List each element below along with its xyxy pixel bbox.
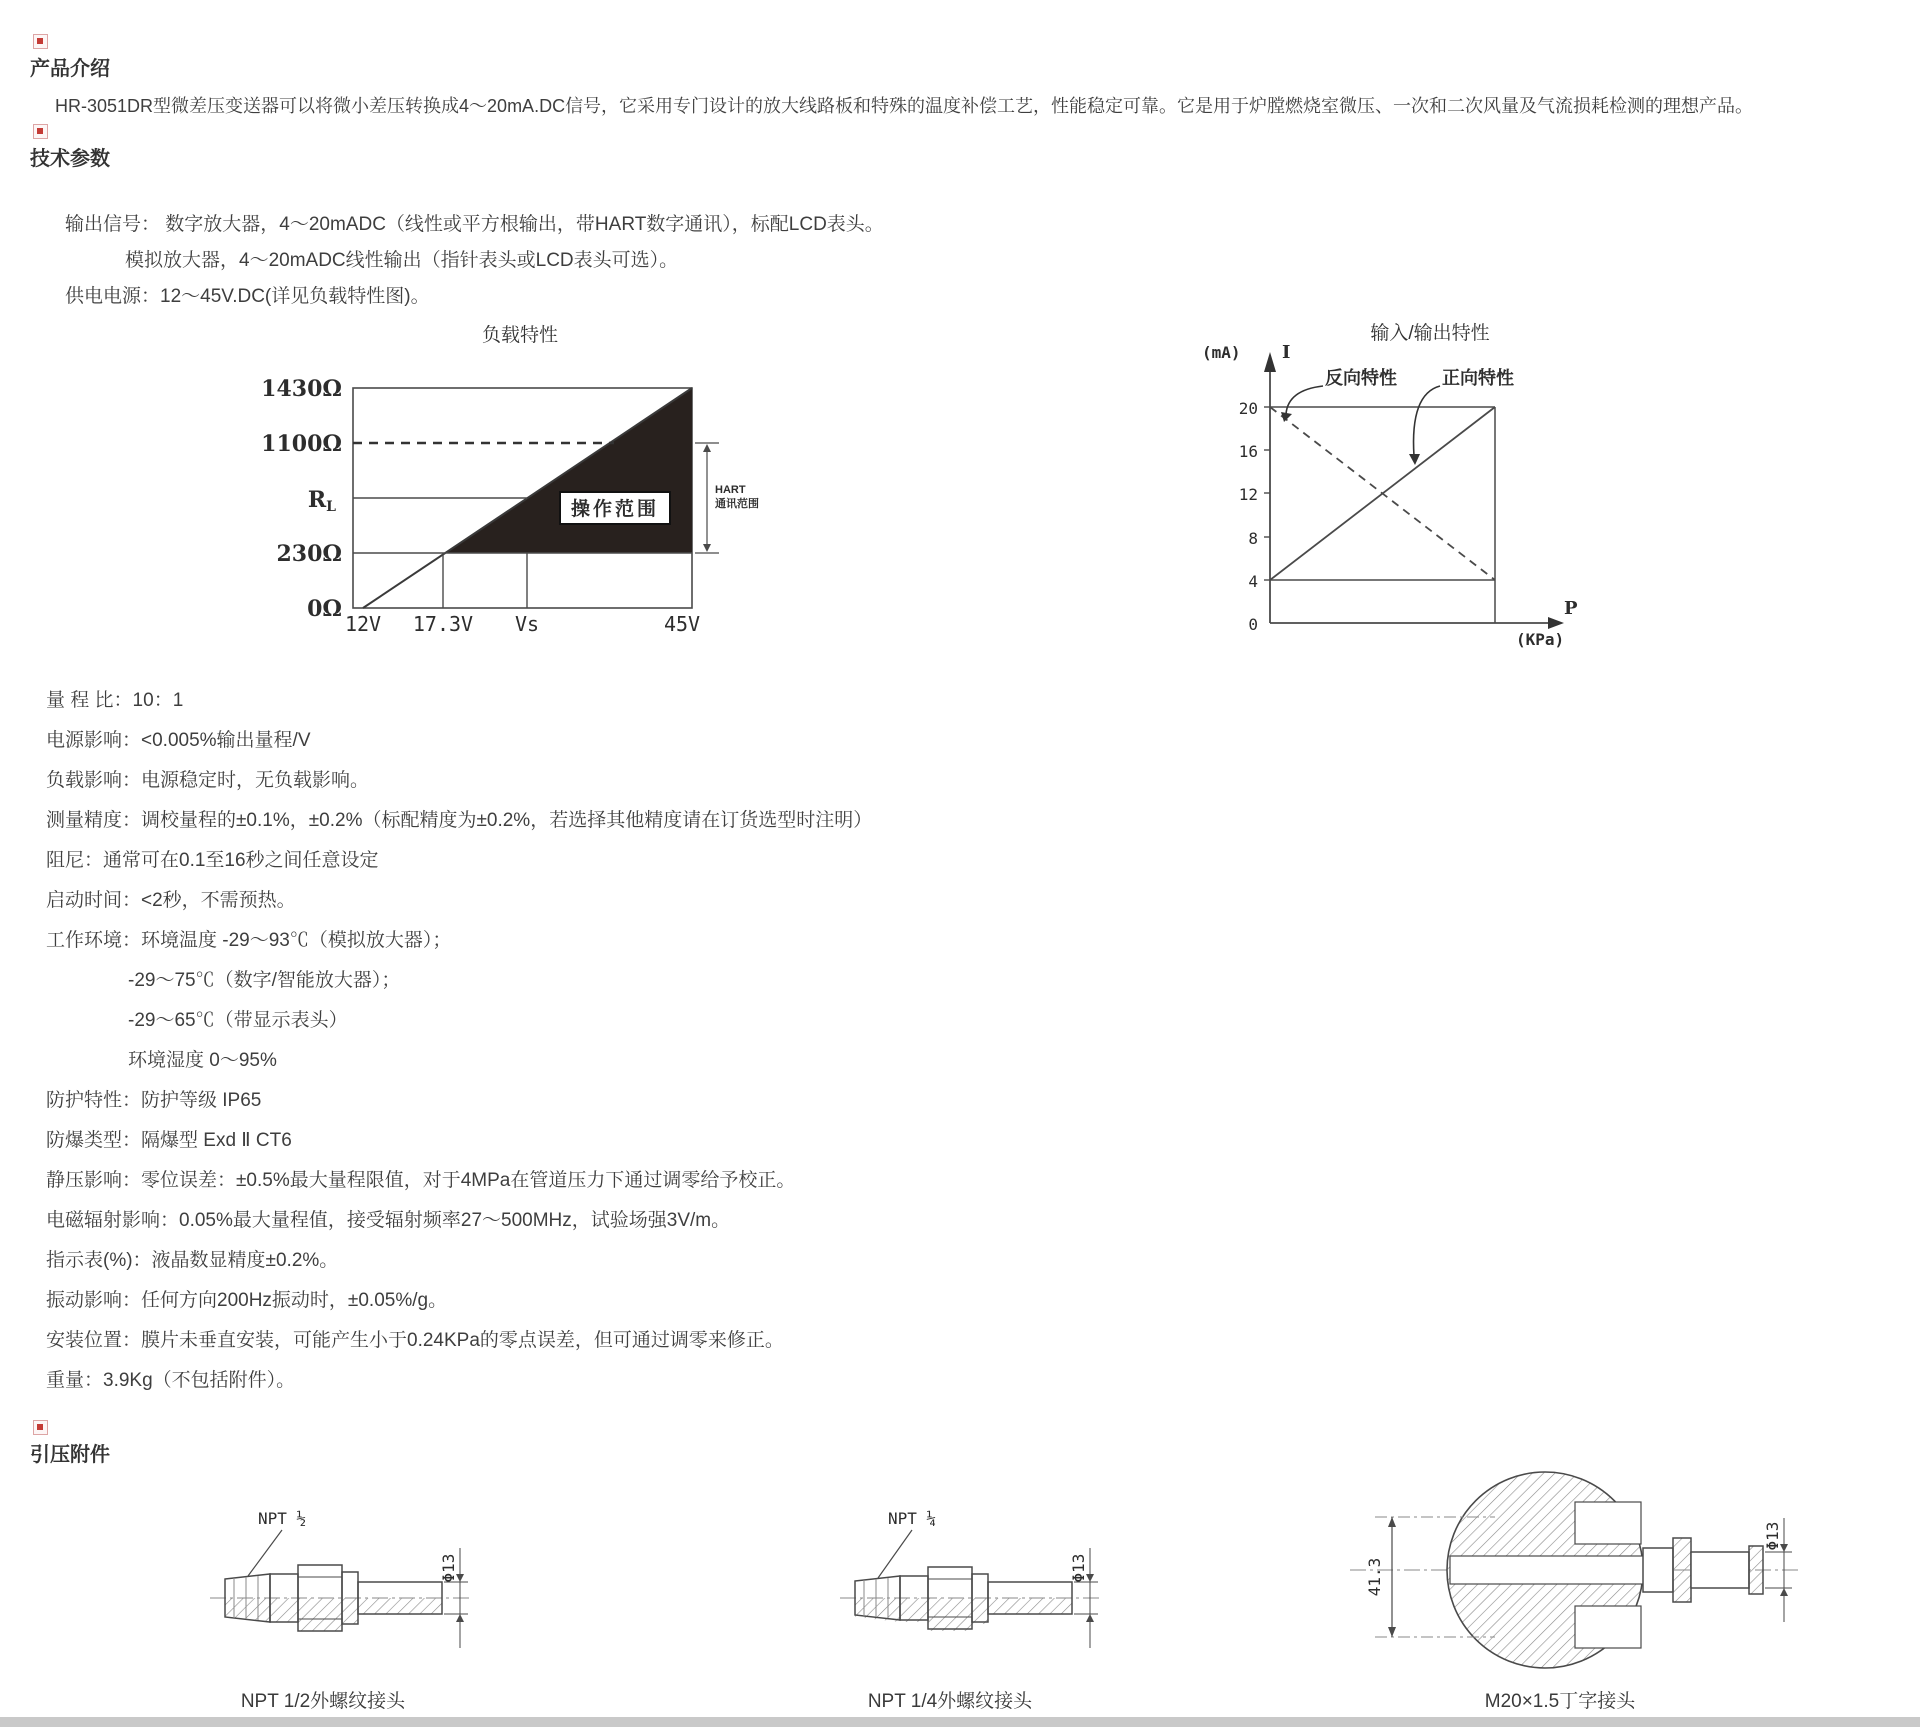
bottom-scroll-strip [0,1717,1920,1727]
ytick-16: 16 [1238,442,1258,461]
fitting-drawing-npt12 [170,1490,510,1680]
spec-accuracy: 测量精度：调校量程的±0.1%，±0.2%（标配精度为±0.2%，若选择其他精度请在订货选型时注明） [46,810,873,831]
reverse-annotation-arrow [1286,386,1323,414]
ytick-4: 4 [1248,572,1258,591]
arrowhead [1409,454,1420,465]
ytick-12: 12 [1238,485,1258,504]
dim-arrow [456,1614,464,1622]
spec-environment: 工作环境：环境温度 -29～93℃（模拟放大器）； [46,930,452,951]
broken-image-icon [33,124,48,139]
t-pipe [1691,1552,1749,1588]
ytick-230: 230Ω [276,541,342,567]
spec-env-temp3: -29～65℃（带显示表头） [128,1010,348,1031]
hart-label-line2: 通讯范围 [715,498,759,510]
leader-line [878,1530,912,1578]
spec-humidity: 环境湿度 0～95% [128,1050,277,1071]
spec-weight: 重量：3.9Kg（不包括附件）。 [46,1370,296,1391]
ytick-0: 0Ω [307,596,342,622]
y-axis-unit: (mA) [1202,343,1241,362]
spec-explosion: 防爆类型：隔爆型 Exd Ⅱ CT6 [46,1130,292,1151]
spec-indicator: 指示表(%)：液晶数显精度±0.2%。 [46,1250,339,1271]
ytick-8: 8 [1248,529,1258,548]
y-axis-arrowhead [1264,352,1276,372]
spec-power-supply: 供电电源：12～45V.DC(详见负载特性图)。 [65,286,430,307]
load-chart-title: 负载特性 [481,325,558,346]
io-characteristic-chart [1180,338,1620,668]
load-characteristic-chart [170,300,790,640]
leader-line [248,1530,282,1576]
xtick-45v: 45V [663,612,701,636]
fitting-caption-m20: M20×1.5丁字接头 [1484,1691,1636,1712]
broken-image-icon [33,34,48,49]
x-axis-var: P [1564,598,1578,619]
xtick-17v: 17.3V [412,612,474,636]
spec-protection: 防护特性：防护等级 IP65 [46,1090,262,1111]
spec-env-temp2: -29～75℃（数字/智能放大器）； [128,970,401,991]
ytick-20: 20 [1238,399,1258,418]
broken-image-icon [33,1420,48,1435]
fitting-caption-npt14: NPT 1/4外螺纹接头 [867,1691,1033,1712]
height-dim: 41.3 [1365,1557,1384,1597]
intro-paragraph: HR-3051DR型微差压变送器可以将微小差压转换成4～20mA.DC信号，它采用专门设计的放大线路板和特殊的温度补偿工艺，性能稳定可靠。它是用于炉膛燃烧室微压、一次和二次风量及气流损耗检测的理想产品。 [55,96,1754,116]
forward-annotation: 正向特性 [1442,368,1514,388]
xtick-12v: 12V [344,612,382,636]
spec-startup-time: 启动时间：<2秒，不需预热。 [46,890,296,911]
thread-label: NPT ¼ [888,1509,937,1528]
operating-range-label: 操作范围 [570,499,660,520]
spec-mounting: 安装位置：膜片未垂直安装，可能产生小于0.24KPa的零点误差，但可通过调零来修正。 [46,1330,784,1351]
thread-label: NPT ½ [258,1509,307,1528]
spec-output-signal: 输出信号： 数字放大器，4～20mADC（线性或平方根输出，带HART数字通讯），标配LCD表头。 [65,214,884,235]
reverse-annotation: 反向特性 [1325,368,1397,388]
arrowhead-down [703,544,711,552]
dim-arrow [1388,1517,1396,1527]
fitting-drawing-m20 [1330,1460,1810,1690]
fitting-caption-npt12: NPT 1/2外螺纹接头 [240,1691,406,1712]
x-axis-arrowhead [1548,617,1564,629]
ytick-1430: 1430Ω [261,376,342,402]
spec-power-effect: 电源影响：<0.005%输出量程/V [46,730,311,751]
forward-annotation-arrow [1414,386,1440,456]
section-heading-fittings: 引压附件 [30,1444,110,1466]
cutout-top [1575,1502,1641,1544]
dim-arrow [1086,1614,1094,1622]
cutout-bottom [1575,1606,1641,1648]
x-axis-unit: (KPa) [1516,630,1565,649]
spec-static-press: 静压影响：零位误差：±0.5%最大量程限值，对于4MPa在管道压力下通过调零给予校正。 [46,1170,796,1191]
y-axis-var: I [1282,342,1291,363]
spec-turndown: 量 程 比：10：1 [46,690,184,711]
section-heading-specs: 技术参数 [30,148,110,170]
t-flange [1673,1538,1691,1602]
spec-damping: 阻尼：通常可在0.1至16秒之间任意设定 [46,850,379,871]
nozzle [1643,1548,1673,1592]
arrowhead-up [703,444,711,452]
diameter-dim: Φ13 [1069,1553,1088,1583]
diameter-dim: Φ13 [1763,1521,1782,1551]
spec-output-signal-2: 模拟放大器，4～20mADC线性输出（指针表头或LCD表头可选）。 [125,250,679,271]
section-heading-intro: 产品介绍 [30,58,110,80]
fitting-drawing-npt14 [800,1490,1140,1680]
spec-vibration: 振动影响：任何方向200Hz振动时，±0.05%/g。 [46,1290,448,1311]
ytick-0: 0 [1248,615,1258,634]
io-chart-title: 输入/输出特性 [1370,323,1490,344]
spec-emi: 电磁辐射影响：0.05%最大量程值，接受辐射频率27～500MHz，试验场强3V/m。 [46,1210,731,1231]
xtick-vs: Vs [514,612,540,636]
ytick-1100: 1100Ω [261,431,342,457]
through-bore [1450,1556,1645,1584]
hart-label-line1: HART [715,484,746,496]
dim-arrow [1388,1627,1396,1637]
spec-load-effect: 负载影响：电源稳定时，无负载影响。 [46,770,370,791]
dim-arrow [1780,1588,1788,1596]
t-end-flange [1749,1546,1763,1594]
ytick-rl: RL [307,487,336,515]
diameter-dim: Φ13 [439,1553,458,1583]
